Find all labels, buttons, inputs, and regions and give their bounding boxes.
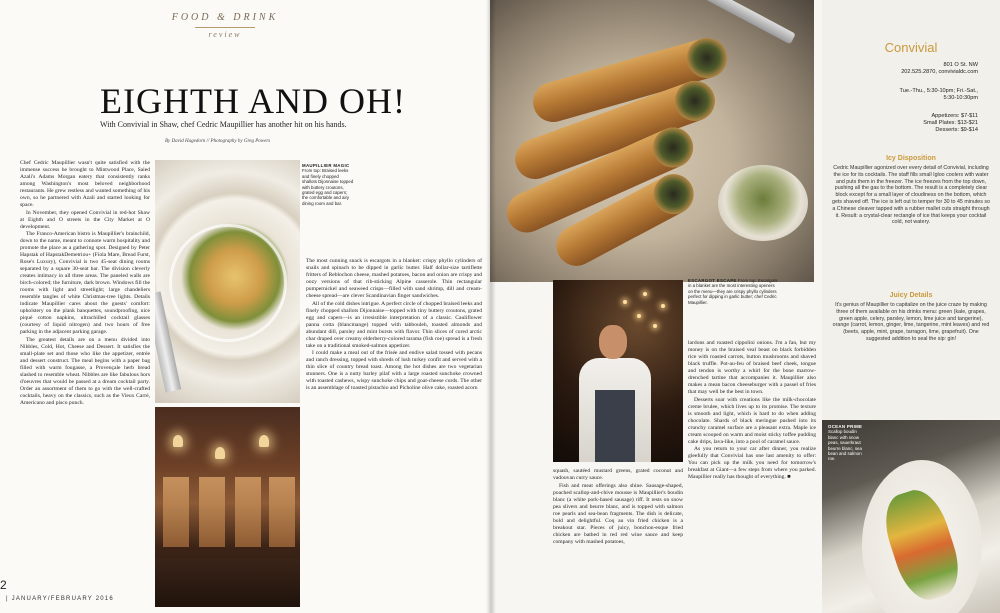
article-column-5 — [688, 340, 816, 590]
pendant-lamp — [215, 447, 225, 459]
window — [199, 477, 225, 547]
section-label: FOOD & DRINK — [171, 12, 279, 23]
photo-leek-salad — [155, 160, 300, 403]
light-bulb — [643, 292, 647, 296]
window — [235, 477, 261, 547]
article-column-3 — [306, 258, 482, 598]
caption-title: OCEAN PRIME — [828, 424, 863, 429]
photo-dining-room — [155, 407, 300, 607]
price-small-plates: Small Plates: $13-$21 — [923, 120, 978, 127]
caption-maupillier-magic — [302, 163, 354, 206]
paragraph: All of the cold dishes intrigue. A perfect circle of chopped braised leeks and finely chopped shallots Dijonnaise—topped with tiny buttery croutons, grated egg and capers—is an irresistible interpretation of a classic. Cauliflower panna cotta (blancmange) topped with tabbouleh, toasted almonds and abundant dill, parsley and mint bursts with flavor. Thin slices of cured arctic char draped over creamy elderberry-colored tarama (fish roe) spread is a fresh take on a traditional smoked-salmon appetizer. — [306, 300, 482, 349]
caption-ocean-prime — [828, 424, 868, 462]
byline: By David Hagedorn // Photography by Greg Powers — [165, 139, 271, 144]
paragraph: The most cunning snack is escargots in a blanket: crispy phyllo cylinders of snails and spinach to be dipped in garlic butter. Half dollar-size tartiflette fritters of Reblochon cheese, mashed potatoes, bacon and onion are crispy and oozy versions of that rib-sticking Alpine casserole. Thin rectangular pumpernickel and seaweed crisps—filled with sand shrimp, dill and cream-cheese spread—are clever Scandinavian finger sandwiches. — [306, 258, 482, 299]
paragraph: lardons and roasted cippolini onions. I'm a fan, but my money is on the braised veal beast on black forbidden rice with roasted carrots, button mushrooms and shaved black truffle. Pot-au-feu of braised beef cheek, tongue and tendon is worthy a whirl for the bone marrow-drenched tartine that accompanies it. Maupillier also makes a mean bacon cheeseburger with a passel of fries that may well be the best in town. — [688, 340, 816, 395]
paragraph: The greatest details are on a menu divided into Nibbles, Cold, Hot, Cheese and Dessert. It satisfies the small-plate set and those who like the appetizer, entrée and dessert construct. The meal begins with a paper bag filled with warm fougasse, a Provençale herb bread slashed to resemble wheat. Nibbles are like fabulous hors d'oeuvres that would be passed at a dream cocktail party. Order an assortment of them to go with the well-crafted cocktails, heavy on the classics, such as the Vieux Carré, Americano and pisco punch. — [20, 336, 150, 406]
caption-title: MAUPILLIER MAGIC — [302, 163, 350, 168]
plate-rim — [169, 224, 287, 342]
floor — [155, 559, 300, 607]
paragraph: In November, they opened Convivial in red-hot Shaw at Eighth and O streets in the City Market at O development. — [20, 209, 150, 230]
hours-line: 5:30-10:30pm — [943, 95, 978, 102]
contact: 202.525.2870, convivialdc.com — [901, 69, 978, 76]
photo-escargot-rolls — [490, 0, 814, 282]
light-bulb — [637, 314, 641, 318]
sidebar-heading-juicy: Juicy Details — [889, 292, 933, 299]
pendant-lamp — [173, 435, 183, 447]
caption-text: From top: Braised leeks and finely chopped shallots Dijonnaise topped with buttery croutons, grated egg and capers; the comfortable and airy dining room and bar. — [302, 168, 354, 206]
window — [163, 477, 189, 547]
caption-escargot-escape — [688, 278, 778, 305]
light-bulb — [661, 304, 665, 308]
price-desserts: Desserts: $9-$14 — [935, 127, 978, 134]
chef-head — [599, 325, 627, 359]
paragraph: The Franco-American bistro is Maupillier's brainchild, down to the name, meant to connote warm hospitality and promote the place as a gathering spot. Designed by Peter Hapstak of HapstakDemetriou+ (Fiola Mare, Bread Furst, Rose's Luxury), Convivial is two 45-seat dining rooms separated by a square 30-seat bar. The division cleverly creates intimacy in all three areas. The paneled walls are birch-colored; the furniture, dark brown. Windows fill the rooms with light and streetlight; large chandeliers resemble tangles of white Christmas-tree lights. Details indicate Maupillier cares about the guests' comfort: upholstery on the plank banquettes, soundproofing, nice piqué cotton napkins, ultrachilled cocktail glasses (courtesy of liquid nitrogen) and two hours of free parking in the adjacent parking garage. — [20, 231, 150, 335]
sidebar-text-icy: Cedric Maupillier agonized over every detail of Convivial, including the ice for its cocktails. The staff fills small Igloo coolers with water and puts them in the freezer. The ice freezes from the top down, pushing all the gas to the bottom. The result is a completely clear block except for a small layer of cloudiness on the bottom, which gets shaved off. The ice is left out to temper for 30 to 45 minutes so a Chinese cleaver tapped with a rubber mallet cuts straight through it. Result: a crystal-clear rectangle of ice that keeps your cocktail cold, not watery. — [832, 165, 990, 226]
caption-text: From top: Escargots in a blanket are the most interesting openers on the menu—they are crispy phyllo cylinders perfect for dipping in garlic butter; chef Cedric Maupillier. — [688, 278, 778, 305]
sidebar-text-juicy: It's genius of Maupillier to capitalize on the juice craze by making three of them available on his drinks menu: green (kale, grapes, green apple, celery, parsley, lemon, lime juice and tangerine), orange (carrot, lemon, ginger, lime, tangerine, mint leaves) and red (beets, apple, mint, grape, tarragon, lime, grapefruit). One suggested addition to seal the sip: gin! — [832, 302, 990, 342]
caption-text: Scallop boudin blanc with snow peas, sauerkraut beurre blanc, sea bean and salmon roe. — [828, 429, 862, 462]
window — [269, 477, 295, 547]
paragraph: I could make a meal out of the frisée and endive salad tossed with pecans and ranch dressing, topped with shreds of lush turkey confit and served with a thin slice of country bread toast. Among the hot dishes are two vegetarian stunners. One is a nutty barley pilaf with a large roasted sunchoke crowned with toasted cashews, wispy sunchoke chips and goat-cheese curds. The other is an assemblage of toasted pistachio and Picholine olive cake, roasted acorn — [306, 350, 482, 391]
paragraph: As you return to your car after dinner, you realize gleefully that Convivial has one last amenity to offer: You can pick up the milk you need for tomorrow's breakfast at Giant—a few steps from where you parked. Maupillier really has thought of everything. ■ — [688, 446, 816, 480]
dipping-bowl — [718, 165, 808, 241]
spine-gutter — [486, 0, 496, 613]
deck: With Convivial in Shaw, chef Cedric Maupillier has another hit on his hands. — [100, 120, 347, 129]
light-bulb — [623, 300, 627, 304]
photo-chef — [553, 280, 683, 462]
light-bulb — [653, 324, 657, 328]
hours-line: Tue.-Thu., 5:30-10pm; Fri.-Sat., — [899, 88, 978, 94]
price-appetizers: Appetizers: $7-$11 — [931, 113, 978, 119]
paragraph: squash, sautéed mustard greens, grated coconut and vadouvan curry sauce. — [553, 468, 683, 481]
restaurant-prices — [822, 113, 1000, 135]
page-number: 2 — [0, 578, 7, 592]
article-column-1 — [20, 160, 150, 600]
pendant-lamp — [259, 435, 269, 447]
restaurant-info — [822, 62, 1000, 76]
section-sub: review — [208, 30, 242, 39]
paragraph: Desserts soar with creations like the milk-chocolate creme brulee, which lives up to its promise. The texture is smooth and light, which is hard to do when adding chocolate. Shards of black meringue pushed into its crunchy caramel surface are a pleasant extra. Maple ice cream scooped on warm and moist sticky toffee pudding cake drips, lava-like, into a pool of caramel sauce. — [688, 396, 816, 445]
chef-apron — [595, 390, 635, 462]
roll-end — [682, 33, 731, 82]
section-rule — [195, 27, 255, 28]
article-column-4 — [553, 468, 683, 588]
restaurant-hours — [822, 88, 1000, 102]
paragraph: Fish and meat offerings also shine. Sausage-shaped, poached scallop-and-chive mousse is Maupillier's boudin blanc (a white pork-based sausage) riff. It rests on snow pea slivers and beurre blanc, and is topped with salmon roe pearls and sea-bean fragments. The dish is delicate, bold and delightful. Coq au vin fried chicken is a breakout star. Pieces of juicy, bonchon-esque fried chicken are bathed in red red wine sauce and keep company with mashed potatoes, — [553, 482, 683, 545]
paragraph: Chef Cedric Maupillier wasn't quite satisfied with the immense success he brought to Mintwood Place, Saied Azali's Adams Morgan eatery that consistently ranks among Washington's most beloved neighborhood restaurants. He grew restless and wanted something of his own, so he partnered with Azali and started looking for space. — [20, 160, 150, 208]
address: 801 O St. NW — [943, 62, 978, 68]
caption-title: ESCARGOT ESCAPE — [688, 278, 737, 283]
restaurant-name: Convivial — [884, 40, 938, 55]
sidebar-heading-icy: Icy Disposition — [886, 155, 936, 162]
issue-date: | JANUARY/FEBRUARY 2016 — [6, 596, 114, 602]
headline: EIGHTH AND OH! — [100, 81, 406, 121]
